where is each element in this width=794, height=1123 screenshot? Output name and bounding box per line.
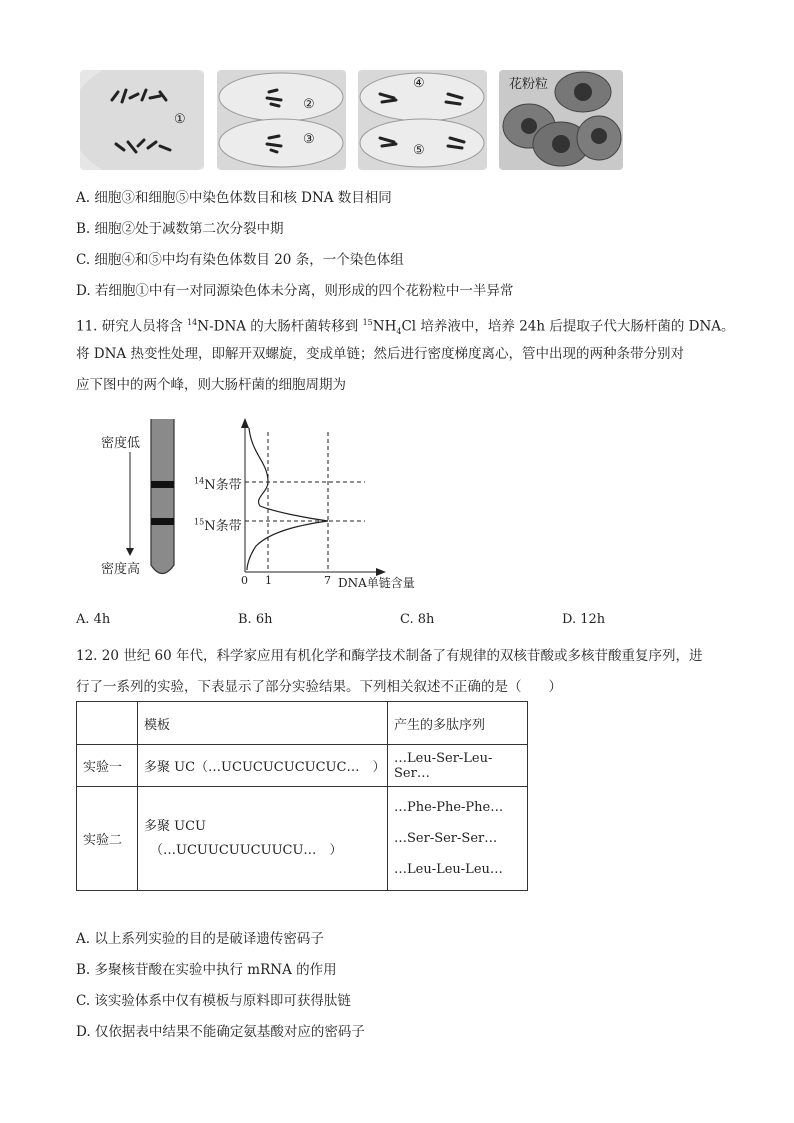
q11-stem-line1: 11. 研究人员将含 $^{14}$N-DNA 的大肠杆菌转移到 $^{15}NH_4Cl$ 培养液中，培养 24h 后提取子代大肠杆菌的 DNA。 [76,318,735,337]
header-blank [77,702,138,745]
q11-option-b: B. 6h [238,612,273,627]
q10-option-c: C. 细胞④和⑤中均有染色体数目 20 条，一个染色体组 [76,252,404,268]
codon-table [76,701,528,891]
label-1: ① [174,112,186,127]
q11-option-a: A. 4h [76,612,111,627]
centrifuge-tube [151,419,174,574]
q12-stem-line1: 12. 20 世纪 60 年代，科学家应用有机化学和酶学技术制备了有规律的双核苷酸或多核苷酸重复序列，进 [76,648,703,664]
density-low-label: 密度低 [101,436,141,451]
row2-label: 实验二 [77,787,138,891]
band-15n-label: $^{15}$N条带 [194,517,242,534]
density-high-label: 密度高 [101,562,141,577]
row1-template: 多聚 UC（…UCUCUCUCUCUC… ） [138,745,388,787]
q10-option-a: A. 细胞③和细胞⑤中染色体数目和核 DNA 数目相同 [76,190,392,206]
row1-peptide: …Leu-Ser-Leu-Ser… [388,745,528,787]
q11-stem-line2: 将 DNA 热变性处理，即解开双螺旋，变成单链；然后进行密度梯度离心，管中出现的两种条带分别对 [76,346,684,362]
label-5: ⑤ [413,143,425,158]
q12-stem-line2: 行了一系列的实验，下表显示了部分实验结果。下列相关叙述不正确的是（ ） [76,679,562,695]
q12-option-c: C. 该实验体系中仅有模板与原料即可获得肽链 [76,993,351,1009]
band-14n-label: $^{14}$N条带 [194,476,242,493]
q12-option-b: B. 多聚核苷酸在实验中执行 mRNA 的作用 [76,962,337,978]
q10-option-d: D. 若细胞①中有一对同源染色体未分离，则形成的四个花粉粒中一半异常 [76,283,514,299]
row2-template: 多聚 UCU （…UCUUCUUCUUCU… ） [138,787,388,891]
label-2: ② [303,97,315,112]
x-axis-label: DNA单链含量 [338,576,415,590]
row2-peptides: …Phe-Phe-Phe… …Ser-Ser-Ser… …Leu-Leu-Leu… [388,787,528,891]
q12-option-a: A. 以上系列实验的目的是破译遗传密码子 [76,931,324,947]
band-14n [151,481,174,488]
q11-stem-line3: 应下图中的两个峰，则大肠杆菌的细胞周期为 [76,377,346,393]
q11-option-c: C. 8h [400,612,435,627]
label-3: ③ [303,132,315,147]
header-peptide: 产生的多肽序列 [388,702,528,745]
tick-0: 0 [241,574,248,587]
pollen-label: 花粉粒 [509,77,549,92]
tick-7: 7 [324,574,331,587]
label-4: ④ [413,76,425,91]
tick-1: 1 [265,574,272,587]
density-curve [247,428,328,570]
q12-option-d: D. 仅依据表中结果不能确定氨基酸对应的密码子 [76,1024,365,1040]
header-template: 模板 [138,702,388,745]
row1-label: 实验一 [77,745,138,787]
q11-option-d: D. 12h [562,612,606,627]
band-15n [151,518,174,525]
q10-option-b: B. 细胞②处于减数第二次分裂中期 [76,221,284,237]
